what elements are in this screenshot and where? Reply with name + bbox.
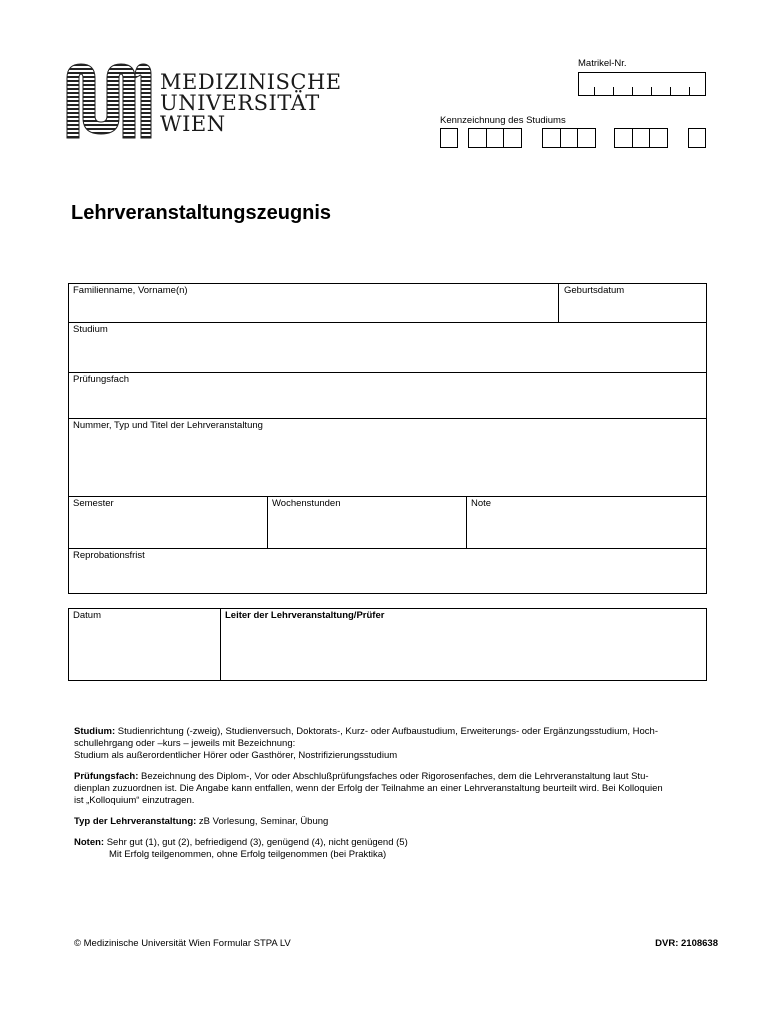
reprobationsfrist-label: Reprobationsfrist	[73, 550, 145, 561]
studium-label: Studium	[73, 324, 108, 335]
logo-line-1: MEDIZINISCHE	[160, 70, 342, 94]
logo-line-3: WIEN	[160, 112, 226, 136]
note-noten: Noten: Sehr gut (1), gut (2), befriedigend (3), genügend (4), nicht genügend (5) Mit Erfolg teilgenommen, ohne Erfolg teilgenommen (bei Praktika)	[74, 837, 408, 860]
datum-label: Datum	[73, 610, 101, 621]
matrikel-label: Matrikel-Nr.	[578, 58, 627, 69]
kennzeichnung-field-4[interactable]	[614, 128, 668, 148]
leiter-signature-field[interactable]	[221, 622, 706, 680]
familienname-label: Familienname, Vorname(n)	[73, 285, 188, 296]
leiter-label: Leiter der Lehrveranstaltung/Prüfer	[225, 610, 385, 621]
kennzeichnung-label: Kennzeichnung des Studiums	[440, 115, 566, 126]
explanatory-notes	[74, 726, 722, 870]
semester-label: Semester	[73, 498, 114, 509]
university-logo-mark	[63, 60, 153, 140]
footer-dvr: DVR: 2108638	[655, 938, 718, 949]
logo-line-2: UNIVERSITÄT	[160, 91, 320, 115]
note-typ: Typ der Lehrveranstaltung: zB Vorlesung, Seminar, Übung	[74, 816, 329, 827]
note-studium: Studium: Studienrichtung (-zweig), Studienversuch, Doktorats-, Kurz- oder Aufbaustudium, Erweiterungs- oder Ergänzungsstudium, Hoch- schullehrgang oder –kurs – jeweils mit Bezeichnung: Studium als außerordentlicher Hörer oder Gasthörer, Nostrifizierungsstudium	[74, 726, 658, 761]
kennzeichnung-field-5[interactable]	[688, 128, 706, 148]
lehrveranstaltung-field[interactable]	[69, 432, 706, 495]
familienname-field[interactable]	[69, 297, 557, 321]
university-logo-text	[160, 72, 342, 135]
matrikel-field[interactable]	[578, 72, 706, 96]
note-pruefungsfach: Prüfungsfach: Bezeichnung des Diplom-, Vor oder Abschlußprüfungsfaches oder Rigorosenfaches, dem die Lehrveranstaltung laut Stu- dienplan zuzuordnen ist. Die Angabe kann entfallen, wenn der Erfolg der Teilnahme an einer Lehrveranstaltung beurteilt wird. Bei Kolloquien ist „Kolloquium“ einzutragen.	[74, 771, 663, 806]
page-title: Lehrveranstaltungszeugnis	[71, 202, 332, 224]
datum-field[interactable]	[69, 622, 219, 680]
reprobationsfrist-field[interactable]	[69, 562, 706, 593]
pruefungsfach-field[interactable]	[69, 386, 706, 417]
wochenstunden-field[interactable]	[268, 510, 465, 548]
semester-field[interactable]	[69, 510, 266, 548]
kennzeichnung-field-1[interactable]	[440, 128, 458, 148]
geburtsdatum-label: Geburtsdatum	[564, 285, 625, 296]
wochenstunden-label: Wochenstunden	[272, 498, 341, 509]
studium-field[interactable]	[69, 336, 706, 371]
footer-copyright: © Medizinische Universität Wien Formular STPA LV	[74, 938, 291, 949]
kennzeichnung-field-2[interactable]	[468, 128, 522, 148]
note-field[interactable]	[467, 510, 706, 548]
note-label: Note	[471, 498, 492, 509]
geburtsdatum-field[interactable]	[560, 297, 706, 321]
lehrveranstaltung-label: Nummer, Typ und Titel der Lehrveranstaltung	[73, 420, 263, 431]
pruefungsfach-label: Prüfungsfach	[73, 374, 129, 385]
kennzeichnung-field-3[interactable]	[542, 128, 596, 148]
